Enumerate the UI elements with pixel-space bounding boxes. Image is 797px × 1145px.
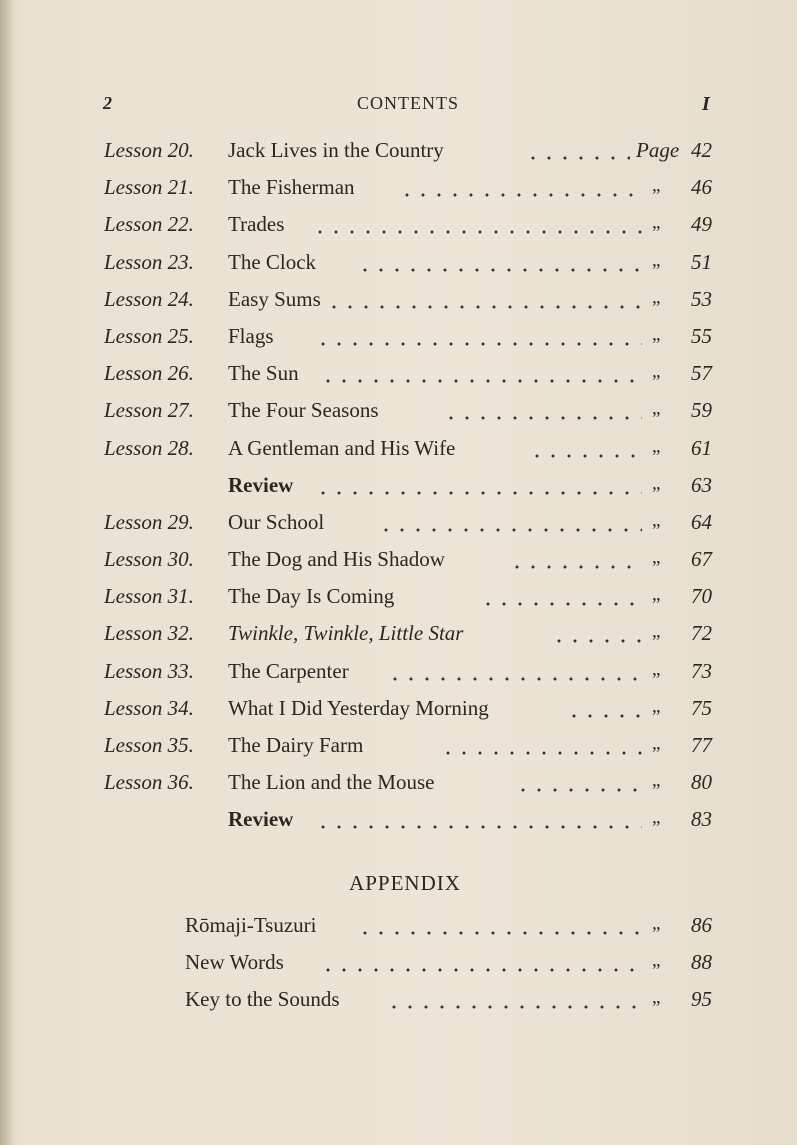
page-number: 46 [691,175,712,199]
page-number: 88 [691,950,712,974]
appendix-row [0,913,797,945]
appendix-title: Key to the Sounds [185,987,340,1011]
page-number: 67 [691,547,712,571]
toc-row [0,696,797,728]
toc-row [0,473,797,505]
leader-dots [515,774,642,794]
leader-dots [525,142,630,162]
page-number: 73 [691,659,712,683]
leader-dots [378,514,642,534]
leader-dots [357,917,642,937]
lesson-title: What I Did Yesterday Morning [228,696,489,720]
ditto-mark: „ [652,324,661,345]
page-number: 95 [691,987,712,1011]
ditto-mark: „ [652,913,661,934]
page-number: 64 [691,510,712,534]
page-number: 80 [691,770,712,794]
ditto-mark: „ [652,770,661,791]
toc-row [0,659,797,691]
lesson-title: A Gentleman and His Wife [228,436,456,460]
toc-row [0,436,797,468]
page-label: Page [636,138,680,162]
lesson-title: Review [228,807,294,831]
appendix-row [0,950,797,982]
page-number: 55 [691,324,712,348]
page-number: 42 [691,138,712,162]
lesson-title: The Dairy Farm [228,733,364,757]
lesson-number: Lesson 28. [104,436,194,460]
lesson-number: Lesson 34. [104,696,194,720]
appendix-title: Rōmaji-Tsuzuri [185,913,317,937]
toc-row [0,770,797,802]
page-header [0,93,797,119]
page-number: 57 [691,361,712,385]
lesson-number: Lesson 21. [104,175,194,199]
ditto-mark: „ [652,398,661,419]
lesson-number: Lesson 33. [104,659,194,683]
page-number: 53 [691,287,712,311]
ditto-mark: „ [652,212,661,233]
page-number: 77 [691,733,712,757]
lesson-title: The Dog and His Shadow [228,547,445,571]
leader-dots [443,402,642,422]
lesson-number: Lesson 24. [104,287,194,311]
page-number: 59 [691,398,712,422]
lesson-title: Jack Lives in the Country [228,138,444,162]
toc-row [0,733,797,765]
lesson-title: The Sun [228,361,299,385]
toc-row [0,584,797,616]
ditto-mark: „ [652,436,661,457]
lesson-number: Lesson 31. [104,584,194,608]
ditto-mark: „ [652,659,661,680]
leader-dots [315,811,642,831]
page-number: 51 [691,250,712,274]
lesson-number: Lesson 36. [104,770,194,794]
toc-row [0,175,797,207]
ditto-mark: „ [652,361,661,382]
leader-dots [509,551,642,571]
lesson-number: Lesson 30. [104,547,194,571]
lesson-number: Lesson 27. [104,398,194,422]
ditto-mark: „ [652,733,661,754]
leader-dots [320,365,642,385]
lesson-title: Review [228,473,294,497]
toc-row [0,138,797,170]
leader-dots [320,954,642,974]
leader-dots [315,477,642,497]
toc-row [0,361,797,393]
lesson-number: Lesson 20. [104,138,194,162]
appendix-title: New Words [185,950,284,974]
appendix-heading: APPENDIX [349,871,461,895]
ditto-mark: „ [652,807,661,828]
leader-dots [440,737,642,757]
lesson-title: Trades [228,212,285,236]
lesson-title: The Day Is Coming [228,584,395,608]
lesson-number: Lesson 35. [104,733,194,757]
leader-dots [529,440,642,460]
lesson-number: Lesson 26. [104,361,194,385]
page-number: 2 [103,93,112,113]
lesson-title: Twinkle, Twinkle, Little Star [228,621,464,645]
lesson-title: Easy Sums [228,287,321,311]
volume-number: I [702,93,710,115]
leader-dots [326,291,642,311]
page-number: 75 [691,696,712,720]
page-number: 49 [691,212,712,236]
toc-row [0,621,797,653]
toc-row [0,547,797,579]
lesson-title: The Clock [228,250,317,274]
toc-row [0,212,797,244]
toc-row [0,287,797,319]
toc-row [0,324,797,356]
ditto-mark: „ [652,950,661,971]
leader-dots [480,588,642,608]
page-number: 83 [691,807,712,831]
ditto-mark: „ [652,584,661,605]
lesson-number: Lesson 22. [104,212,194,236]
leader-dots [315,328,642,348]
lesson-number: Lesson 29. [104,510,194,534]
appendix-row [0,987,797,1019]
lesson-number: Lesson 23. [104,250,194,274]
lesson-title: Our School [228,510,325,534]
ditto-mark: „ [652,696,661,717]
toc-row [0,807,797,839]
lesson-title: The Fisherman [228,175,355,199]
leader-dots [386,991,642,1011]
ditto-mark: „ [652,510,661,531]
ditto-mark: „ [652,987,661,1008]
ditto-mark: „ [652,621,661,642]
leader-dots [551,625,642,645]
lesson-title: The Lion and the Mouse [228,770,435,794]
leader-dots [399,179,642,199]
page-number: 70 [691,584,712,608]
page-number: 72 [691,621,712,645]
ditto-mark: „ [652,250,661,271]
ditto-mark: „ [652,473,661,494]
lesson-number: Lesson 32. [104,621,194,645]
page-number: 86 [691,913,712,937]
lesson-title: The Carpenter [228,659,349,683]
ditto-mark: „ [652,175,661,196]
lesson-title: The Four Seasons [228,398,379,422]
leader-dots [566,700,642,720]
lesson-number: Lesson 25. [104,324,194,348]
page-number: 61 [691,436,712,460]
lesson-title: Flags [228,324,274,348]
page-number: 63 [691,473,712,497]
toc-row [0,250,797,282]
leader-dots [357,254,642,274]
page-title: CONTENTS [357,93,459,113]
leader-dots [312,216,642,236]
ditto-mark: „ [652,547,661,568]
ditto-mark: „ [652,287,661,308]
toc-row [0,398,797,430]
toc-row [0,510,797,542]
leader-dots [387,663,642,683]
